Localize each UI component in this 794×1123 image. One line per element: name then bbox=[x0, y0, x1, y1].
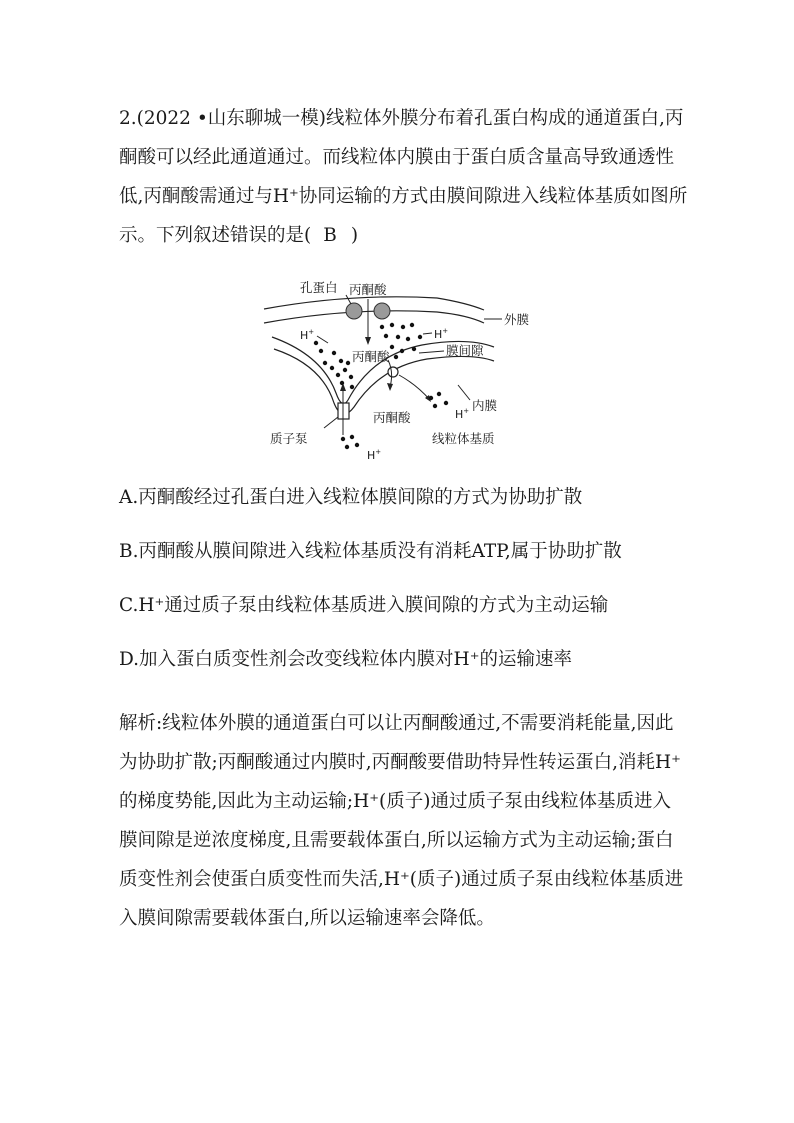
question-stem bbox=[119, 99, 689, 255]
proton-dots-matrix-right bbox=[429, 392, 448, 408]
proton-dots-matrix-bottom bbox=[341, 435, 359, 449]
analysis-text: 解析:线粒体外膜的通道蛋白可以让丙酮酸通过,不需要消耗能量,因此为协助扩散;丙酮酸通过内膜时,丙酮酸要借助特异性转运蛋白,消耗H⁺的梯度势能,因此为主动运输;H⁺(质子)通过质子泵由线粒体基质进入膜间隙是逆浓度梯度,且需要载体蛋白,所以运输方式为主动运输;蛋白质变性剂会使蛋白质变性而失活,H⁺(质子)通过质子泵由线粒体基质进入膜间隙需要载体蛋白,所以运输速率会降低。 bbox=[119, 713, 684, 929]
label-h-right: H+ bbox=[434, 327, 449, 341]
option-b: B.丙酮酸从膜间隙进入线粒体基质没有消耗ATP,属于协助扩散 bbox=[119, 541, 622, 562]
label-pyruvate-mid: 丙酮酸 bbox=[352, 349, 390, 364]
label-pyruvate-top: 丙酮酸 bbox=[349, 282, 387, 297]
option-a: A.丙酮酸经过孔蛋白进入线粒体膜间隙的方式为协助扩散 bbox=[119, 487, 583, 508]
outer-membrane-line-1 bbox=[264, 297, 484, 310]
porin-left bbox=[346, 303, 362, 319]
question-close-paren: ) bbox=[350, 225, 359, 246]
label-h-bottom: H+ bbox=[367, 448, 382, 462]
label-proton-pump: 质子泵 bbox=[270, 431, 308, 446]
question-number: 2. bbox=[119, 108, 137, 129]
cotransporter bbox=[388, 367, 398, 377]
proton-dots-left bbox=[314, 341, 354, 389]
question-text: 线粒体外膜分布着孔蛋白构成的通道蛋白,丙酮酸可以经此通道通过。而线粒体内膜由于蛋白质含量高导致通透性低,丙酮酸需通过与H⁺协同运输的方式由膜间隙进入线粒体基质如图所示。下列叙述错误的是( bbox=[119, 108, 688, 246]
label-porin: 孔蛋白 bbox=[300, 280, 338, 295]
label-pyruvate-bottom: 丙酮酸 bbox=[373, 410, 411, 425]
option-d: D.加入蛋白质变性剂会改变线粒体内膜对H⁺的运输速率 bbox=[119, 649, 572, 670]
answer-letter: B bbox=[323, 225, 337, 246]
mitochondria-diagram bbox=[262, 275, 542, 465]
label-inner-membrane: 内膜 bbox=[472, 398, 498, 413]
label-h-inner: H+ bbox=[455, 407, 470, 421]
label-matrix: 线粒体基质 bbox=[432, 431, 495, 446]
label-intermembrane-space: 膜间隙 bbox=[446, 343, 484, 358]
porin-right bbox=[374, 303, 390, 319]
label-h-left: H+ bbox=[300, 328, 315, 342]
question-source: (2022 •山东聊城一模) bbox=[136, 108, 326, 129]
label-outer-membrane: 外膜 bbox=[504, 312, 530, 327]
option-c: C.H⁺通过质子泵由线粒体基质进入膜间隙的方式为主动运输 bbox=[119, 595, 609, 616]
